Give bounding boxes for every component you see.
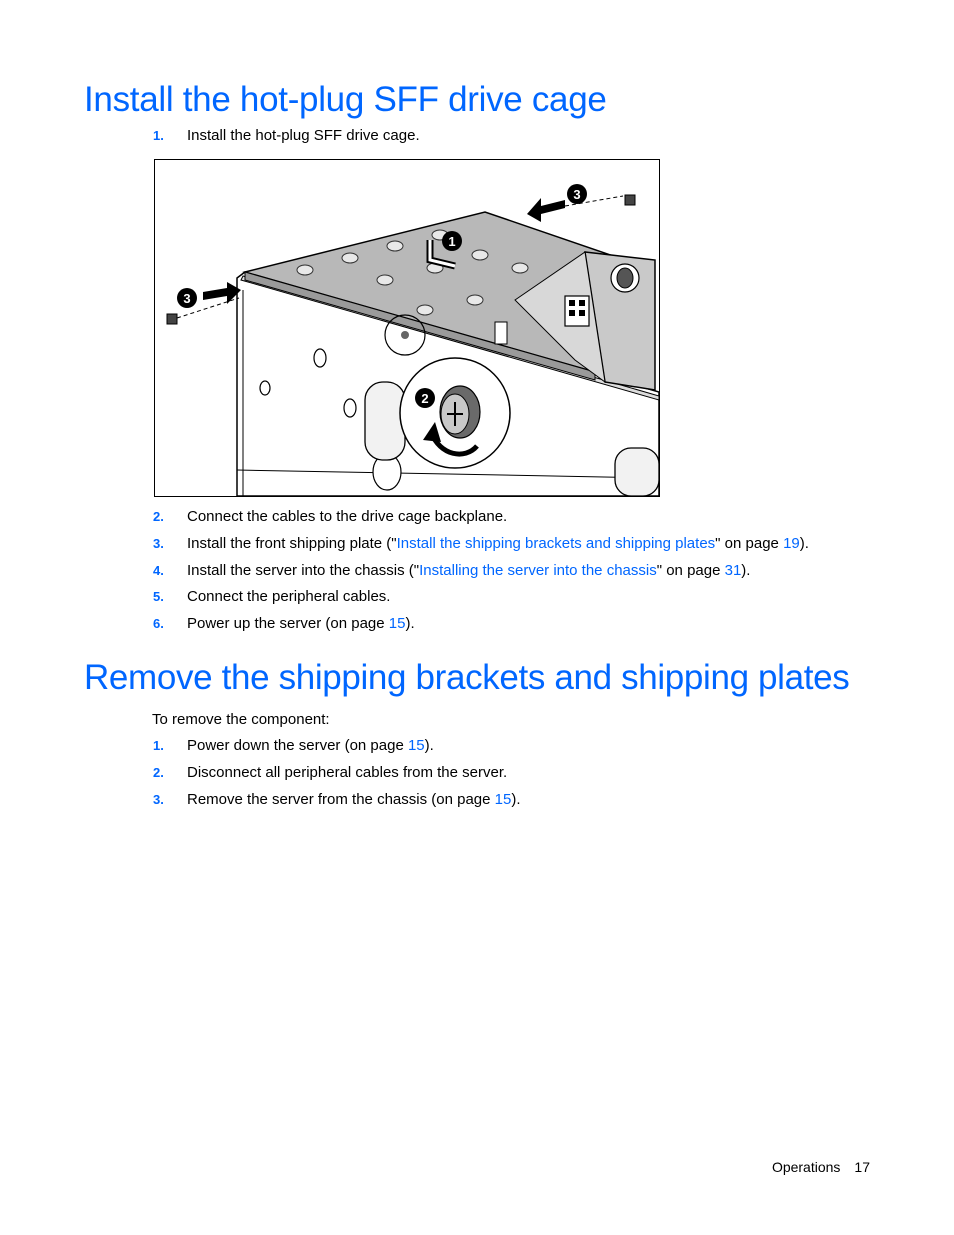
step-text: Connect the cables to the drive cage backplane. [187,508,508,525]
footer-page-number: 17 [854,1159,870,1175]
step-text: Install the server into the chassis ("Installing the server into the chassis" on page 31). [187,562,751,579]
callout-3-top [567,184,587,204]
step-text: Power down the server (on page 15). [187,737,434,754]
step-number: 4. [153,563,164,578]
step-text: Disconnect all peripheral cables from the server. [187,764,508,781]
step-number: 1. [153,128,164,143]
step-number: 6. [153,616,164,631]
step-number: 2. [153,509,164,524]
footer-section: Operations [771,1159,841,1175]
link-install-shipping-brackets[interactable]: Install the shipping brackets and shipping plates [396,535,716,552]
step-text: Power up the server (on page 15). [187,615,415,632]
page-link-15[interactable]: 15 [407,737,425,754]
link-installing-server-into-chassis[interactable]: Installing the server into the chassis [419,562,657,579]
svg-text:1: 1 [448,234,456,249]
step-number: 1. [153,738,164,753]
step-text: Connect the peripheral cables. [187,588,391,605]
page-link-15[interactable]: 15 [388,615,406,632]
step-text: Remove the server from the chassis (on page 15). [187,791,521,808]
page-link-19[interactable]: 19 [783,535,800,552]
svg-text:3: 3 [573,187,581,202]
step-text: Install the hot-plug SFF drive cage. [187,127,420,144]
section-title-remove-shipping-brackets: Remove the shipping brackets and shipping plates [84,658,850,697]
callout-1 [442,231,462,251]
section-title-install-drive-cage: Install the hot-plug SFF drive cage [84,80,607,119]
step-number: 3. [153,536,164,551]
intro-text: To remove the component: [152,711,330,728]
step-number: 5. [153,589,164,604]
step-number: 2. [153,765,164,780]
page-link-31[interactable]: 31 [724,562,742,579]
drive-cage-illustration [154,159,660,497]
svg-text:3: 3 [183,291,191,306]
callout-2 [415,388,435,408]
svg-text:2: 2 [421,391,429,406]
step-text: Install the front shipping plate ("Install the shipping brackets and shipping plates" on page 19). [187,535,809,552]
callout-3-left [177,288,197,308]
page-footer [700,1157,870,1177]
step-number: 3. [153,792,164,807]
page-link-15[interactable]: 15 [494,791,512,808]
